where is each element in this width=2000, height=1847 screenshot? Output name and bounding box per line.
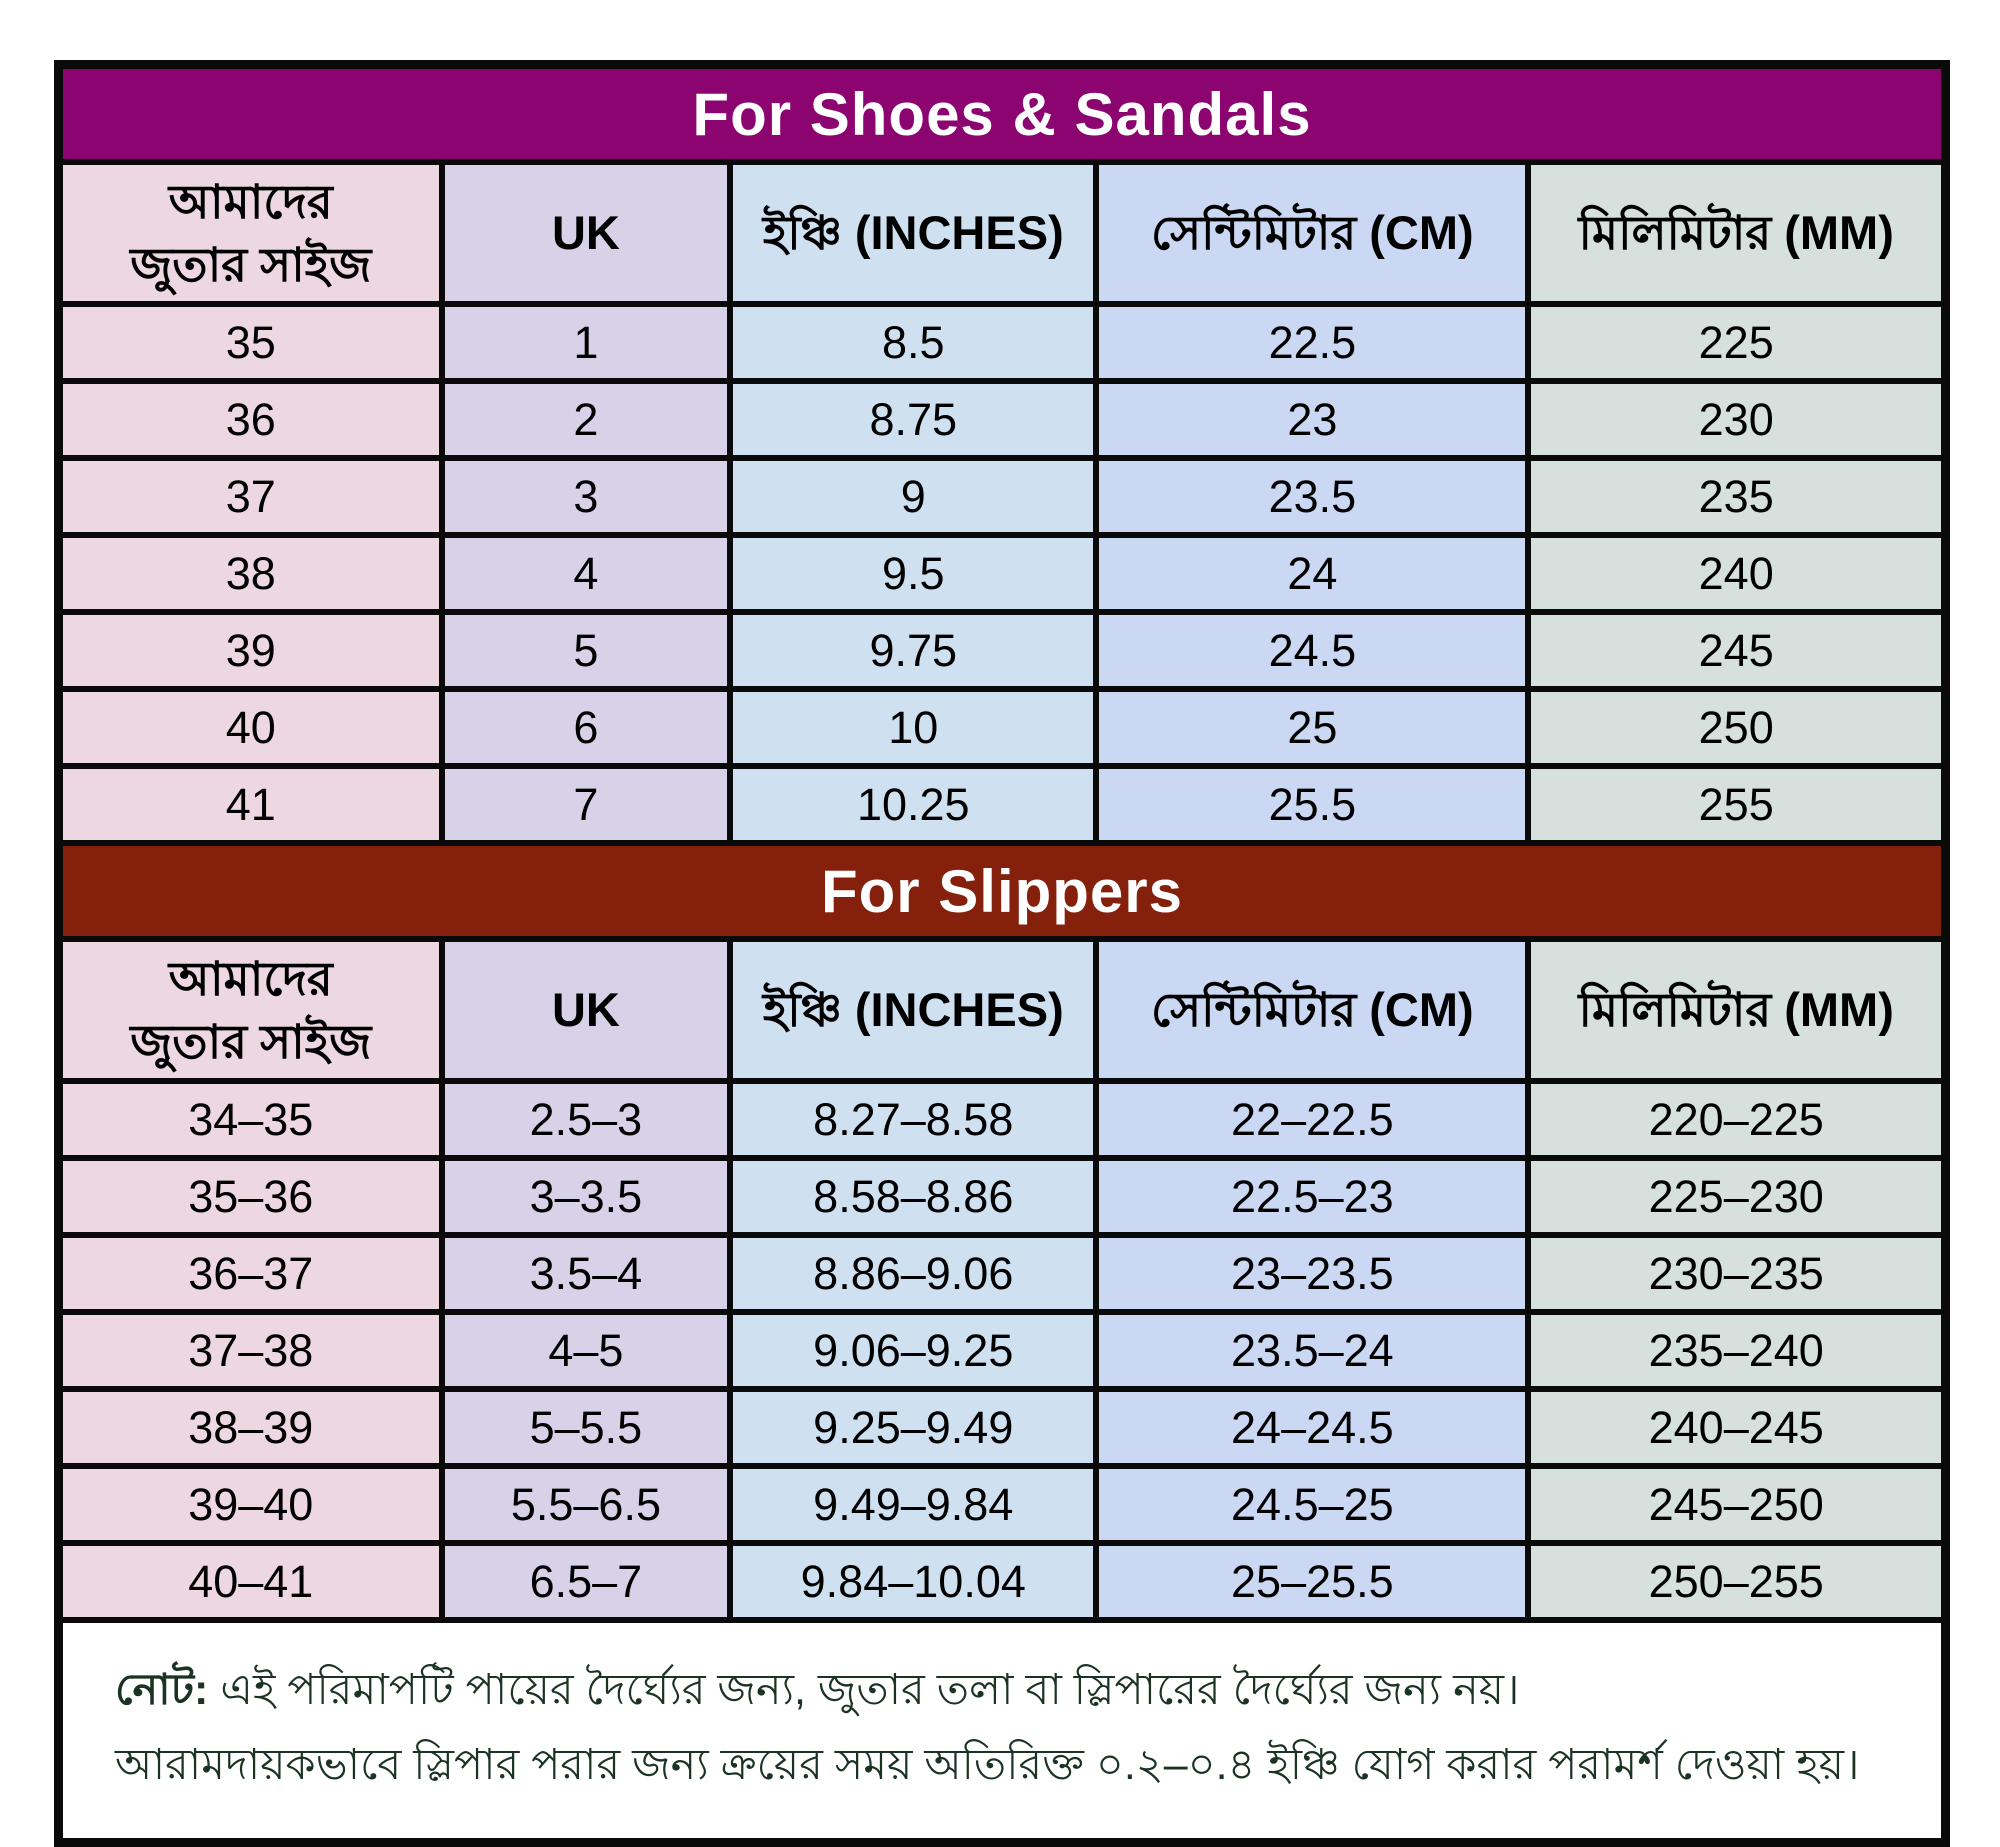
cell-size: 38–39 [59,1389,442,1466]
cell-cm: 24.5 [1096,612,1528,689]
cell-mm: 245 [1528,612,1945,689]
cell-size: 34–35 [59,1081,442,1158]
size-chart [54,60,1950,1847]
our-size-line2: জুতার সাইজ [130,238,372,291]
cell-mm: 250–255 [1528,1543,1945,1620]
column-header-cm: সেন্টিমিটার (CM) [1096,162,1528,304]
cell-uk: 5–5.5 [442,1389,731,1466]
column-header-our-size [59,939,442,1081]
cell-inches: 9 [730,458,1096,535]
cell-cm: 23.5 [1096,458,1528,535]
cell-inches: 10.25 [730,766,1096,843]
cell-cm: 22.5 [1096,304,1528,381]
cell-cm: 25.5 [1096,766,1528,843]
cell-mm: 250 [1528,689,1945,766]
slippers-header-row [59,939,1946,1081]
cell-uk: 2.5–3 [442,1081,731,1158]
cell-cm: 24.5–25 [1096,1466,1528,1543]
size-chart-table [54,60,1950,1847]
cell-cm: 25 [1096,689,1528,766]
cell-mm: 230–235 [1528,1235,1945,1312]
our-size-line1: আমাদের [168,951,333,1005]
shoes-title-row [59,65,1946,163]
column-header-cm: সেন্টিমিটার (CM) [1096,939,1528,1081]
cell-size: 39 [59,612,442,689]
cell-uk: 3.5–4 [442,1235,731,1312]
our-size-line2: জুতার সাইজ [130,1015,372,1068]
cell-inches: 8.86–9.06 [730,1235,1096,1312]
cell-uk: 4–5 [442,1312,731,1389]
cell-cm: 25–25.5 [1096,1543,1528,1620]
cell-inches: 9.06–9.25 [730,1312,1096,1389]
cell-mm: 235 [1528,458,1945,535]
cell-inches: 8.58–8.86 [730,1158,1096,1235]
cell-uk: 3–3.5 [442,1158,731,1235]
cell-mm: 240 [1528,535,1945,612]
cell-inches: 10 [730,689,1096,766]
shoes-section-title: For Shoes & Sandals [59,65,1946,163]
table-row [59,1081,1946,1158]
table-row [59,1543,1946,1620]
table-row [59,766,1946,843]
column-header-our-size [59,162,442,304]
cell-uk: 2 [442,381,731,458]
cell-size: 40–41 [59,1543,442,1620]
table-row [59,458,1946,535]
cell-size: 35–36 [59,1158,442,1235]
cell-cm: 24 [1096,535,1528,612]
cell-mm: 230 [1528,381,1945,458]
shoes-header-row [59,162,1946,304]
table-row [59,381,1946,458]
column-header-mm: মিলিমিটার (MM) [1528,162,1945,304]
cell-cm: 23–23.5 [1096,1235,1528,1312]
cell-size: 40 [59,689,442,766]
cell-uk: 6.5–7 [442,1543,731,1620]
cell-size: 37–38 [59,1312,442,1389]
cell-size: 35 [59,304,442,381]
note-line1: এই পরিমাপটি পায়ের দৈর্ঘ্যের জন্য, জুতার তলা বা স্লিপারের দৈর্ঘ্যের জন্য নয়। [220,1666,1520,1714]
cell-inches: 8.5 [730,304,1096,381]
cell-cm: 23 [1096,381,1528,458]
cell-cm: 23.5–24 [1096,1312,1528,1389]
column-header-uk: UK [442,162,731,304]
cell-size: 36 [59,381,442,458]
cell-mm: 255 [1528,766,1945,843]
cell-inches: 9.5 [730,535,1096,612]
table-row [59,1235,1946,1312]
column-header-inches: ইঞ্চি (INCHES) [730,939,1096,1081]
table-row [59,689,1946,766]
note-line2: আরামদায়কভাবে স্লিপার পরার জন্য ক্রয়ের সময় অতিরিক্ত ০.২–০.৪ ইঞ্চি যোগ করার পরামর্শ দেওয়া হয়। [115,1741,1860,1790]
note [59,1620,1946,1842]
table-row [59,304,1946,381]
cell-mm: 240–245 [1528,1389,1945,1466]
cell-uk: 4 [442,535,731,612]
cell-cm: 24–24.5 [1096,1389,1528,1466]
slippers-title-row [59,843,1946,939]
table-row [59,612,1946,689]
cell-uk: 5.5–6.5 [442,1466,731,1543]
table-row [59,535,1946,612]
cell-uk: 1 [442,304,731,381]
cell-size: 36–37 [59,1235,442,1312]
cell-uk: 3 [442,458,731,535]
cell-inches: 9.75 [730,612,1096,689]
cell-uk: 6 [442,689,731,766]
cell-mm: 235–240 [1528,1312,1945,1389]
note-row [59,1620,1946,1842]
cell-mm: 225–230 [1528,1158,1945,1235]
cell-cm: 22.5–23 [1096,1158,1528,1235]
cell-mm: 225 [1528,304,1945,381]
our-size-line1: আমাদের [168,174,333,228]
cell-size: 38 [59,535,442,612]
slippers-section-title: For Slippers [59,843,1946,939]
table-row [59,1158,1946,1235]
table-row [59,1389,1946,1466]
cell-inches: 8.75 [730,381,1096,458]
cell-size: 39–40 [59,1466,442,1543]
cell-uk: 5 [442,612,731,689]
cell-inches: 8.27–8.58 [730,1081,1096,1158]
cell-mm: 220–225 [1528,1081,1945,1158]
column-header-inches: ইঞ্চি (INCHES) [730,162,1096,304]
cell-inches: 9.25–9.49 [730,1389,1096,1466]
cell-inches: 9.49–9.84 [730,1466,1096,1543]
cell-inches: 9.84–10.04 [730,1543,1096,1620]
column-header-mm: মিলিমিটার (MM) [1528,939,1945,1081]
column-header-uk: UK [442,939,731,1081]
table-row [59,1312,1946,1389]
cell-mm: 245–250 [1528,1466,1945,1543]
cell-uk: 7 [442,766,731,843]
table-row [59,1466,1946,1543]
cell-size: 37 [59,458,442,535]
cell-cm: 22–22.5 [1096,1081,1528,1158]
cell-size: 41 [59,766,442,843]
note-label: নোট: [115,1666,209,1714]
